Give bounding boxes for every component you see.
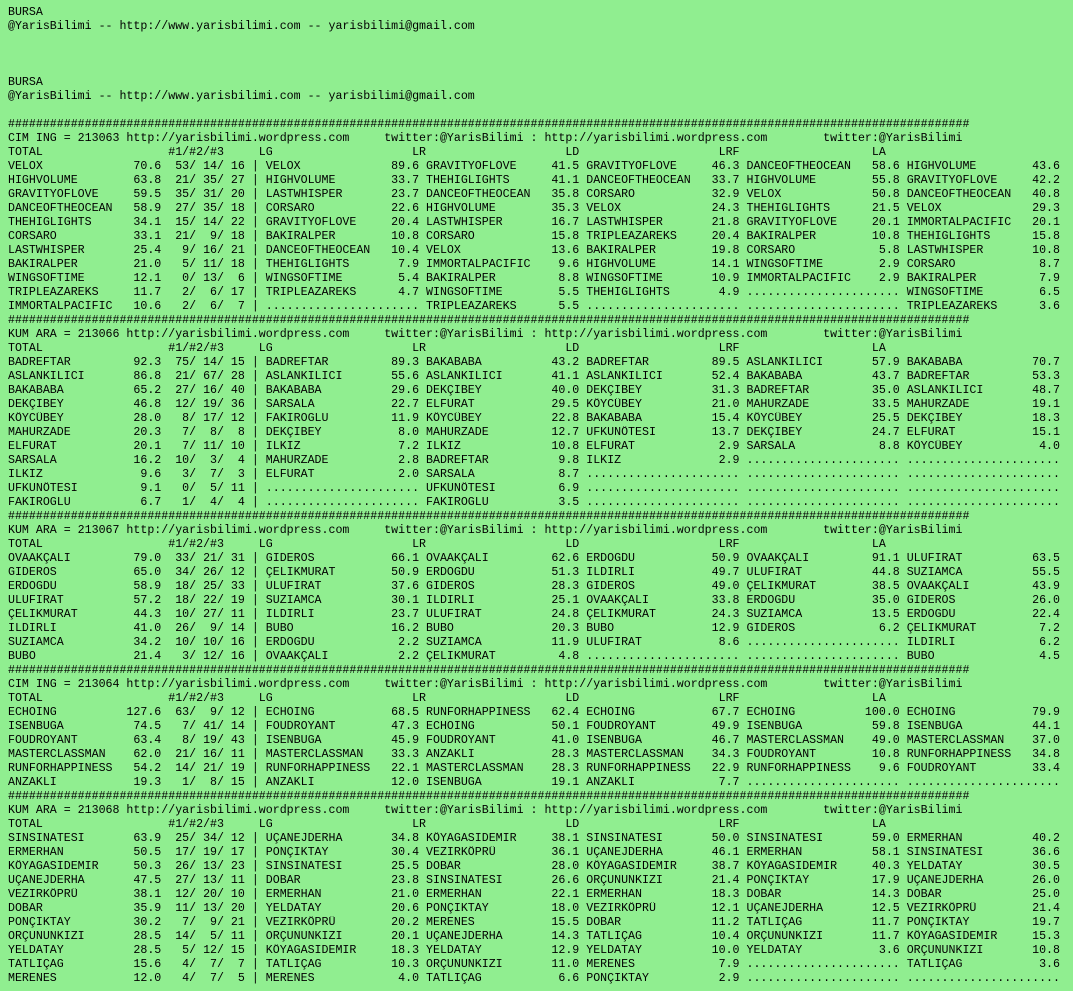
result-row: ISENBUGA 74.5 7/ 41/ 14 | FOUDROYANT 47.3 ECHOING 50.1 FOUDROYANT 49.9 ISENBUGA 59.8 ISENBUGA 44.1 bbox=[8, 720, 1060, 733]
result-row: IMMORTALPACIFIC 10.6 2/ 6/ 7 | ...................... TRIPLEAZAREKS 5.5 ...................... ...................... TRIPLEAZAREKS 3.6 bbox=[8, 300, 1060, 313]
city-title: BURSA bbox=[8, 76, 43, 89]
result-row: ECHOING 127.6 63/ 9/ 12 | ECHOING 68.5 RUNFORHAPPINESS 62.4 ECHOING 67.7 ECHOING 100.0 ECHOING 79.9 bbox=[8, 706, 1060, 719]
column-header-line: TOTAL #1/#2/#3 LG LR LD LRF LA bbox=[8, 146, 886, 159]
result-row: KÖYCÜBEY 28.0 8/ 17/ 12 | FAKIROGLU 11.9 KÖYCÜBEY 22.8 BAKABABA 15.4 KÖYCÜBEY 25.5 DEKÇIBEY 18.3 bbox=[8, 412, 1060, 425]
result-row: PONÇIKTAY 30.2 7/ 9/ 21 | VEZIRKÖPRÜ 20.2 MERENES 15.5 DOBAR 11.2 TATLIÇAG 11.7 PONÇIKTAY 19.7 bbox=[8, 916, 1060, 929]
result-row: UÇANEJDERHA 47.5 27/ 13/ 11 | DOBAR 23.8 SINSINATESI 26.6 ORÇUNUNKIZI 21.4 PONÇIKTAY 17.9 UÇANEJDERHA 26.0 bbox=[8, 874, 1060, 887]
result-row: THEHIGLIGHTS 34.1 15/ 14/ 22 | GRAVITYOFLOVE 20.4 LASTWHISPER 16.7 LASTWHISPER 21.8 GRAVITYOFLOVE 20.1 IMMORTALPACIFIC 20.1 bbox=[8, 216, 1060, 229]
result-row: RUNFORHAPPINESS 54.2 14/ 21/ 19 | RUNFORHAPPINESS 22.1 MASTERCLASSMAN 28.3 RUNFORHAPPINESS 22.9 RUNFORHAPPINESS 9.6 FOUDROYANT 33.4 bbox=[8, 762, 1060, 775]
column-header-line: TOTAL #1/#2/#3 LG LR LD LRF LA bbox=[8, 692, 886, 705]
result-row: BAKIRALPER 21.0 5/ 11/ 18 | THEHIGLIGHTS 7.9 IMMORTALPACIFIC 9.6 HIGHVOLUME 14.1 WINGSOFTIME 2.9 CORSARO 8.7 bbox=[8, 258, 1060, 271]
column-header-line: TOTAL #1/#2/#3 LG LR LD LRF LA bbox=[8, 538, 886, 551]
race-header-line: KUM ARA = 213067 http://yarisbilimi.wordpress.com twitter:@YarisBilimi : http://yarisbilimi.wordpress.com twitter:@YarisBilimi bbox=[8, 524, 963, 537]
result-row: UFKUNÖTESI 9.1 0/ 5/ 11 | ...................... UFKUNÖTESI 6.9 ...................... ...................... ...................... bbox=[8, 482, 1060, 495]
result-row: ORÇUNUNKIZI 28.5 14/ 5/ 11 | ORÇUNUNKIZI 20.1 UÇANEJDERHA 14.3 TATLIÇAG 10.4 ORÇUNUNKIZI 11.7 KÖYAGASIDEMIR 15.3 bbox=[8, 930, 1060, 943]
race-header-line: KUM ARA = 213068 http://yarisbilimi.wordpress.com twitter:@YarisBilimi : http://yarisbilimi.wordpress.com twitter:@YarisBilimi bbox=[8, 804, 963, 817]
result-row: ERMERHAN 50.5 17/ 19/ 17 | PONÇIKTAY 30.4 VEZIRKÖPRÜ 36.1 UÇANEJDERHA 46.1 ERMERHAN 58.1 SINSINATESI 36.6 bbox=[8, 846, 1060, 859]
separator-line: ########################################################################################################################################## bbox=[8, 510, 970, 523]
race-header-line: CIM ING = 213063 http://yarisbilimi.wordpress.com twitter:@YarisBilimi : http://yarisbilimi.wordpress.com twitter:@YarisBilimi bbox=[8, 132, 963, 145]
result-row: YELDATAY 28.5 5/ 12/ 15 | KÖYAGASIDEMIR 18.3 YELDATAY 12.9 YELDATAY 10.0 YELDATAY 3.6 ORÇUNUNKIZI 10.8 bbox=[8, 944, 1060, 957]
race-header-line: KUM ARA = 213066 http://yarisbilimi.wordpress.com twitter:@YarisBilimi : http://yarisbilimi.wordpress.com twitter:@YarisBilimi bbox=[8, 328, 963, 341]
result-row: DEKÇIBEY 46.8 12/ 19/ 36 | SARSALA 22.7 ELFURAT 29.5 KÖYCÜBEY 21.0 MAHURZADE 33.5 MAHURZADE 19.1 bbox=[8, 398, 1060, 411]
result-row: MERENES 12.0 4/ 7/ 5 | MERENES 4.0 TATLIÇAG 6.6 PONÇIKTAY 2.9 ...................... ...................... bbox=[8, 972, 1060, 985]
separator-line: ########################################################################################################################################## bbox=[8, 664, 970, 677]
race-header-line: CIM ING = 213064 http://yarisbilimi.wordpress.com twitter:@YarisBilimi : http://yarisbilimi.wordpress.com twitter:@YarisBilimi bbox=[8, 678, 963, 691]
blank-line bbox=[8, 34, 1073, 48]
result-row: ASLANKILICI 86.8 21/ 67/ 28 | ASLANKILICI 55.6 ASLANKILICI 41.1 ASLANKILICI 52.4 BAKABABA 43.7 BADREFTAR 53.3 bbox=[8, 370, 1060, 383]
blank-line bbox=[8, 48, 1073, 62]
result-row: SARSALA 16.2 10/ 3/ 4 | MAHURZADE 2.8 BADREFTAR 9.8 ILKIZ 2.9 ...................... ...................... bbox=[8, 454, 1060, 467]
result-row: ILKIZ 9.6 3/ 7/ 3 | ELFURAT 2.0 SARSALA 8.7 ...................... ...................... ...................... bbox=[8, 468, 1060, 481]
separator-line: ########################################################################################################################################## bbox=[8, 790, 970, 803]
result-row: ELFURAT 20.1 7/ 11/ 10 | ILKIZ 7.2 ILKIZ 10.8 ELFURAT 2.9 SARSALA 8.8 KÖYCÜBEY 4.0 bbox=[8, 440, 1060, 453]
result-row: HIGHVOLUME 63.8 21/ 35/ 27 | HIGHVOLUME 33.7 THEHIGLIGHTS 41.1 DANCEOFTHEOCEAN 33.7 HIGHVOLUME 55.8 GRAVITYOFLOVE 42.2 bbox=[8, 174, 1060, 187]
result-row: FOUDROYANT 63.4 8/ 19/ 43 | ISENBUGA 45.9 FOUDROYANT 41.0 ISENBUGA 46.7 MASTERCLASSMAN 49.0 MASTERCLASSMAN 37.0 bbox=[8, 734, 1060, 747]
result-row: ULUFIRAT 57.2 18/ 22/ 19 | SUZIAMCA 30.1 ILDIRLI 25.1 OVAAKÇALI 33.8 ERDOGDU 35.0 GIDEROS 26.0 bbox=[8, 594, 1060, 607]
result-row: VELOX 70.6 53/ 14/ 16 | VELOX 89.6 GRAVITYOFLOVE 41.5 GRAVITYOFLOVE 46.3 DANCEOFTHEOCEAN 58.6 HIGHVOLUME 43.6 bbox=[8, 160, 1060, 173]
result-row: ERDOGDU 58.9 18/ 25/ 33 | ULUFIRAT 37.6 GIDEROS 28.3 GIDEROS 49.0 ÇELIKMURAT 38.5 OVAAKÇALI 43.9 bbox=[8, 580, 1060, 593]
contact-line: @YarisBilimi -- http://www.yarisbilimi.com -- yarisbilimi@gmail.com bbox=[8, 20, 475, 33]
contact-line: @YarisBilimi -- http://www.yarisbilimi.com -- yarisbilimi@gmail.com bbox=[8, 90, 475, 103]
result-row: OVAAKÇALI 79.0 33/ 21/ 31 | GIDEROS 66.1 OVAAKÇALI 62.6 ERDOGDU 50.9 OVAAKÇALI 91.1 ULUFIRAT 63.5 bbox=[8, 552, 1060, 565]
result-row: GRAVITYOFLOVE 59.5 35/ 31/ 20 | LASTWHISPER 23.7 DANCEOFTHEOCEAN 35.8 CORSARO 32.9 VELOX 50.8 DANCEOFTHEOCEAN 40.8 bbox=[8, 188, 1060, 201]
separator-line: ########################################################################################################################################## bbox=[8, 314, 970, 327]
result-row: CORSARO 33.1 21/ 9/ 18 | BAKIRALPER 10.8 CORSARO 15.8 TRIPLEAZAREKS 20.4 BAKIRALPER 10.8 THEHIGLIGHTS 15.8 bbox=[8, 230, 1060, 243]
column-header-line: TOTAL #1/#2/#3 LG LR LD LRF LA bbox=[8, 818, 886, 831]
result-row: FAKIROGLU 6.7 1/ 4/ 4 | ...................... FAKIROGLU 3.5 ...................... ...................... ...................... bbox=[8, 496, 1060, 509]
blank-line bbox=[8, 104, 1073, 118]
result-row: VEZIRKÖPRÜ 38.1 12/ 20/ 10 | ERMERHAN 21.0 ERMERHAN 22.1 ERMERHAN 18.3 DOBAR 14.3 DOBAR 25.0 bbox=[8, 888, 1060, 901]
result-row: TRIPLEAZAREKS 11.7 2/ 6/ 17 | TRIPLEAZAREKS 4.7 WINGSOFTIME 5.5 THEHIGLIGHTS 4.9 ...................... WINGSOFTIME 6.5 bbox=[8, 286, 1060, 299]
result-row: MASTERCLASSMAN 62.0 21/ 16/ 11 | MASTERCLASSMAN 33.3 ANZAKLI 28.3 MASTERCLASSMAN 34.3 FOUDROYANT 10.8 RUNFORHAPPINESS 34.8 bbox=[8, 748, 1060, 761]
result-row: BUBO 21.4 3/ 12/ 16 | OVAAKÇALI 2.2 ÇELIKMURAT 4.8 ...................... ...................... BUBO 4.5 bbox=[8, 650, 1060, 663]
result-row: WINGSOFTIME 12.1 0/ 13/ 6 | WINGSOFTIME 5.4 BAKIRALPER 8.8 WINGSOFTIME 10.9 IMMORTALPACIFIC 2.9 BAKIRALPER 7.9 bbox=[8, 272, 1060, 285]
result-row: DOBAR 35.9 11/ 13/ 20 | YELDATAY 20.6 PONÇIKTAY 18.0 VEZIRKÖPRÜ 12.1 UÇANEJDERHA 12.5 VEZIRKÖPRÜ 21.4 bbox=[8, 902, 1060, 915]
result-row: KÖYAGASIDEMIR 50.3 26/ 13/ 23 | SINSINATESI 25.5 DOBAR 28.0 KÖYAGASIDEMIR 38.7 KÖYAGASIDEMIR 40.3 YELDATAY 30.5 bbox=[8, 860, 1060, 873]
separator-line: ########################################################################################################################################## bbox=[8, 118, 970, 131]
result-row: SINSINATESI 63.9 25/ 34/ 12 | UÇANEJDERHA 34.8 KÖYAGASIDEMIR 38.1 SINSINATESI 50.0 SINSINATESI 59.0 ERMERHAN 40.2 bbox=[8, 832, 1060, 845]
result-row: TATLIÇAG 15.6 4/ 7/ 7 | TATLIÇAG 10.3 ORÇUNUNKIZI 11.0 MERENES 7.9 ...................... TATLIÇAG 3.6 bbox=[8, 958, 1060, 971]
blank-line bbox=[8, 62, 1073, 76]
result-row: GIDEROS 65.0 34/ 26/ 12 | ÇELIKMURAT 50.9 ERDOGDU 51.3 ILDIRLI 49.7 ULUFIRAT 44.8 SUZIAMCA 55.5 bbox=[8, 566, 1060, 579]
result-row: ILDIRLI 41.0 26/ 9/ 14 | BUBO 16.2 BUBO 20.3 BUBO 12.9 GIDEROS 6.2 ÇELIKMURAT 7.2 bbox=[8, 622, 1060, 635]
result-row: ANZAKLI 19.3 1/ 8/ 15 | ANZAKLI 12.0 ISENBUGA 19.1 ANZAKLI 7.7 ...................... ...................... bbox=[8, 776, 1060, 789]
result-row: ÇELIKMURAT 44.3 10/ 27/ 11 | ILDIRLI 23.7 ULUFIRAT 24.8 ÇELIKMURAT 24.3 SUZIAMCA 13.5 ERDOGDU 22.4 bbox=[8, 608, 1060, 621]
city-title: BURSA bbox=[8, 6, 43, 19]
result-row: SUZIAMCA 34.2 10/ 10/ 16 | ERDOGDU 2.2 SUZIAMCA 11.9 ULUFIRAT 8.6 ...................... ILDIRLI 6.2 bbox=[8, 636, 1060, 649]
result-row: MAHURZADE 20.3 7/ 8/ 8 | DEKÇIBEY 8.0 MAHURZADE 12.7 UFKUNÖTESI 13.7 DEKÇIBEY 24.7 ELFURAT 15.1 bbox=[8, 426, 1060, 439]
column-header-line: TOTAL #1/#2/#3 LG LR LD LRF LA bbox=[8, 342, 886, 355]
result-row: DANCEOFTHEOCEAN 58.9 27/ 35/ 18 | CORSARO 22.6 HIGHVOLUME 35.3 VELOX 24.3 THEHIGLIGHTS 21.5 VELOX 29.3 bbox=[8, 202, 1060, 215]
result-row: BADREFTAR 92.3 75/ 14/ 15 | BADREFTAR 89.3 BAKABABA 43.2 BADREFTAR 89.5 ASLANKILICI 57.9 BAKABABA 70.7 bbox=[8, 356, 1060, 369]
result-row: LASTWHISPER 25.4 9/ 16/ 21 | DANCEOFTHEOCEAN 10.4 VELOX 13.6 BAKIRALPER 19.8 CORSARO 5.8 LASTWHISPER 10.8 bbox=[8, 244, 1060, 257]
result-row: BAKABABA 65.2 27/ 16/ 40 | BAKABABA 29.6 DEKÇIBEY 40.0 DEKÇIBEY 31.3 BADREFTAR 35.0 ASLANKILICI 48.7 bbox=[8, 384, 1060, 397]
